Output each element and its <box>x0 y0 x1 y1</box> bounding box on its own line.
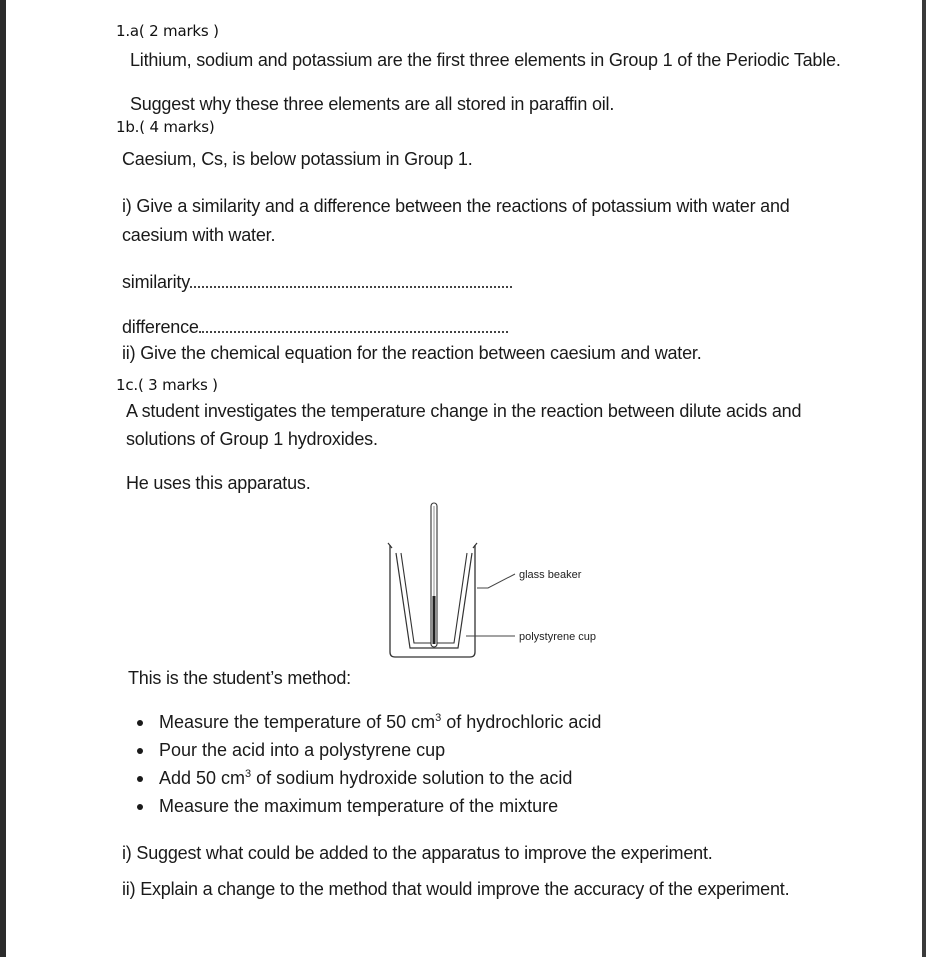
polystyrene-cup-outer <box>396 553 472 648</box>
q1c-header: 1c.( 3 marks ) <box>116 376 218 394</box>
method-item-text-tail: of hydrochloric acid <box>441 712 602 732</box>
right-edge-border <box>922 0 926 957</box>
polystyrene-cup-inner <box>401 553 467 643</box>
q1b-part-i-line1: i) Give a similarity and a difference between the reactions of potassium with water and <box>122 196 790 216</box>
q1c-intro-line1: A student investigates the temperature change in the reaction between dilute acids and <box>126 401 802 421</box>
q1b-part-ii: ii) Give the chemical equation for the reaction between caesium and water. <box>122 343 702 363</box>
q1b-part-i-line2: caesium with water. <box>122 225 276 245</box>
q1c-part-ii: ii) Explain a change to the method that would improve the accuracy of the experiment. <box>122 879 790 899</box>
q1a-line2: Suggest why these three elements are all stored in paraffin oil. <box>130 94 615 114</box>
difference-label: difference <box>122 317 199 337</box>
method-item-superscript: 3 <box>435 712 442 724</box>
q1c-part-i: i) Suggest what could be added to the apparatus to improve the experiment. <box>122 843 713 863</box>
q1a-header: 1.a( 2 marks ) <box>116 22 219 40</box>
beaker-leader-line <box>477 574 515 588</box>
method-item <box>159 712 601 733</box>
glass-beaker-lip-right <box>473 543 477 548</box>
q1a-line1: Lithium, sodium and potassium are the first three elements in Group 1 of the Periodic Table. <box>130 50 841 70</box>
apparatus-intro: He uses this apparatus. <box>126 473 311 493</box>
glass-beaker-lip-left <box>388 543 392 548</box>
method-item-superscript: 3 <box>245 768 252 780</box>
left-edge-border <box>0 0 6 957</box>
method-item <box>159 796 558 817</box>
similarity-dotted-line <box>190 272 512 288</box>
method-item <box>159 768 572 789</box>
glass-beaker-outline <box>390 545 475 657</box>
method-item-text-tail: of sodium hydroxide solution to the acid <box>251 768 573 788</box>
difference-answer-line <box>122 317 508 338</box>
method-intro: This is the student’s method: <box>128 668 351 688</box>
method-item-text: Measure the temperature of 50 cm <box>159 712 436 732</box>
q1b-header: 1b.( 4 marks) <box>116 118 215 136</box>
similarity-label: similarity <box>122 272 190 292</box>
method-item-text: Pour the acid into a polystyrene cup <box>159 740 446 760</box>
difference-dotted-line <box>199 317 508 333</box>
method-item-text: Add 50 cm <box>159 768 246 788</box>
thermometer-liquid <box>433 596 436 644</box>
label-glass-beaker: glass beaker <box>519 569 582 581</box>
q1c-intro-line2: solutions of Group 1 hydroxides. <box>126 429 378 449</box>
method-item-text: Measure the maximum temperature of the mixture <box>159 796 559 816</box>
method-item <box>159 740 445 761</box>
similarity-answer-line <box>122 272 512 293</box>
thermometer-stem <box>431 503 437 647</box>
q1b-intro: Caesium, Cs, is below potassium in Group 1. <box>122 149 473 169</box>
label-polystyrene-cup: polystyrene cup <box>519 631 597 643</box>
